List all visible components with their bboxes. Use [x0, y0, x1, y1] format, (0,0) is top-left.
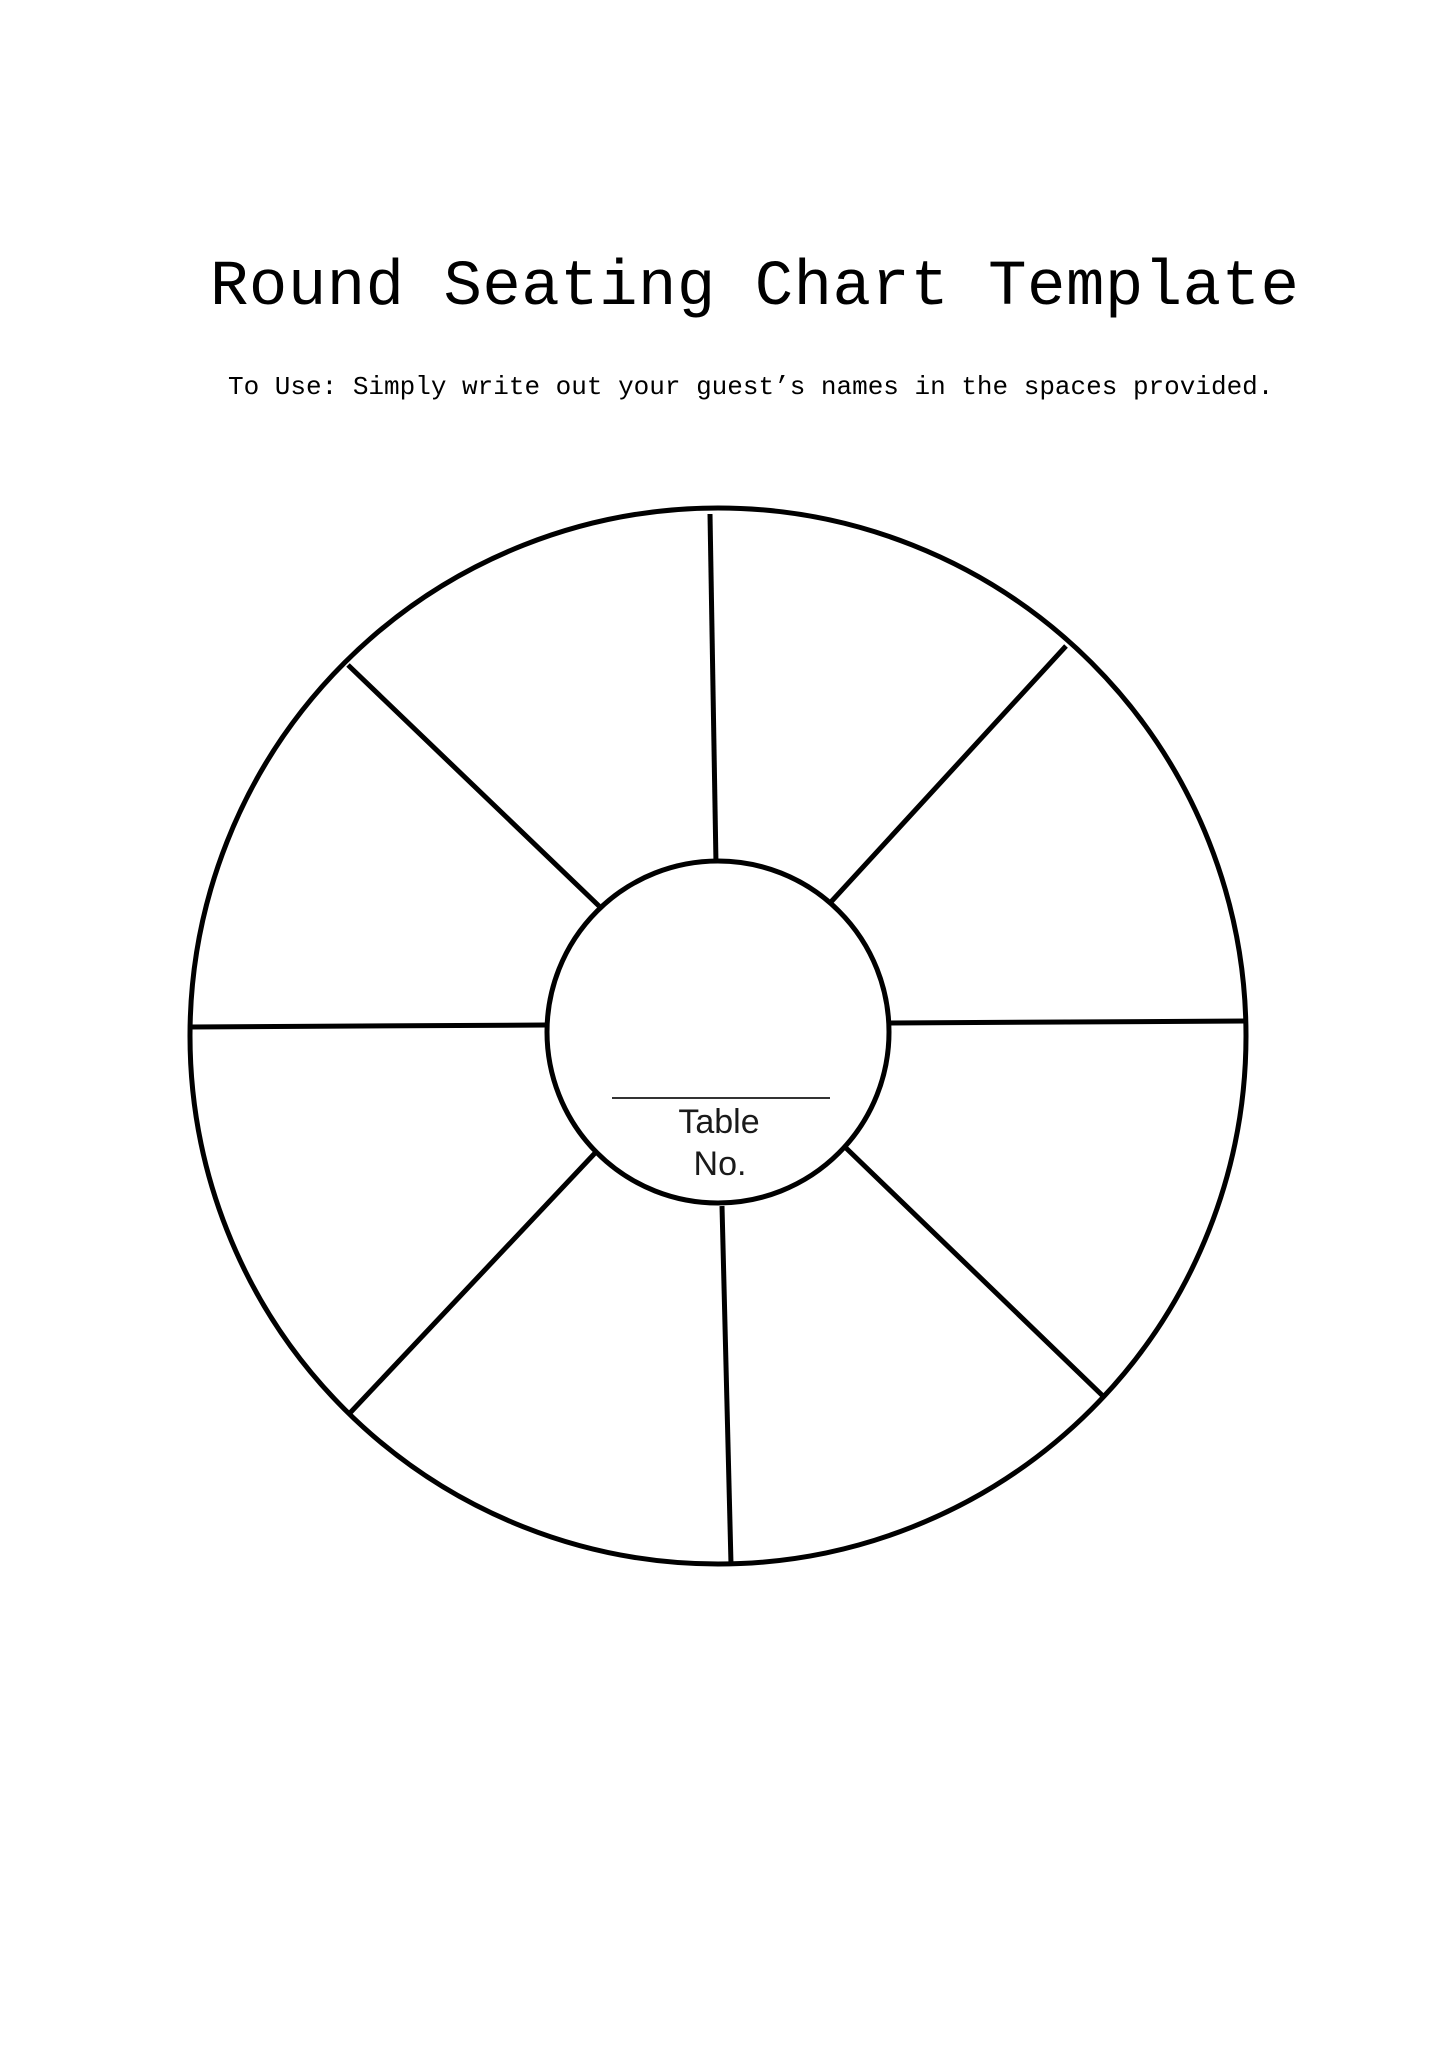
- seat-divider-3: [890, 1021, 1246, 1023]
- seat-divider-4: [846, 1148, 1105, 1398]
- number-label: No.: [693, 1145, 747, 1183]
- seat-divider-5: [722, 1206, 731, 1564]
- instructions-text: To Use: Simply write out your guest’s names in the spaces provided.: [228, 372, 1274, 402]
- seat-divider-6: [349, 1152, 596, 1414]
- page-title: Round Seating Chart Template: [210, 252, 1300, 324]
- seat-divider-8: [348, 665, 599, 906]
- seat-divider-1: [710, 514, 716, 864]
- seat-divider-7: [190, 1025, 546, 1027]
- table-label: Table: [678, 1103, 760, 1141]
- seat-divider-2: [830, 646, 1066, 903]
